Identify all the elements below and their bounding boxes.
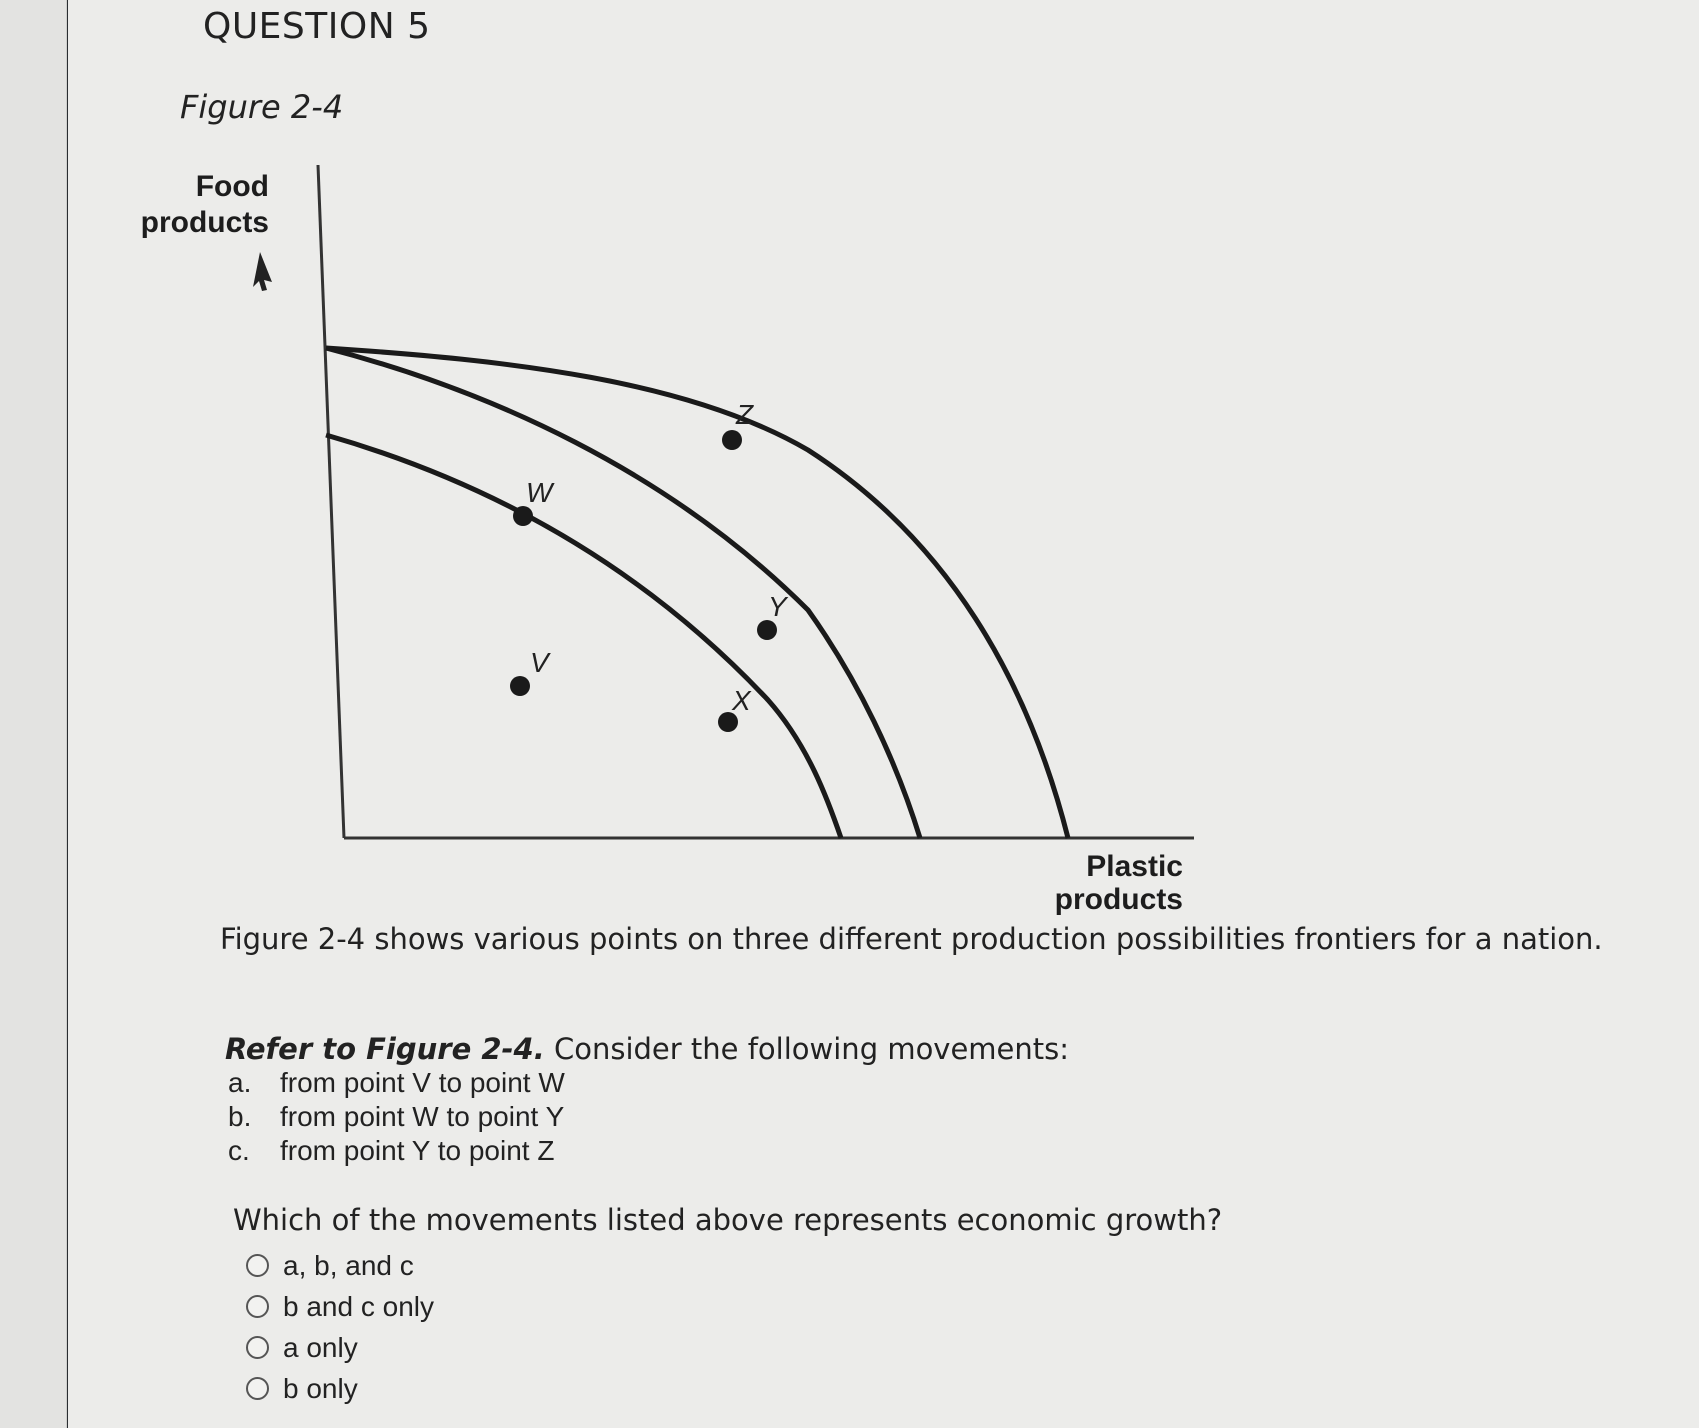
ppf-chart [68,0,1699,930]
movement-c [228,1135,565,1169]
left-margin [0,0,67,1428]
movement-text: from point Y to point Z [280,1135,555,1166]
outer-ppf-curve [326,348,1068,838]
refer-rest: Consider the following movements: [544,1032,1070,1066]
movement-letter: c. [228,1135,250,1166]
refer-text [225,1032,1069,1066]
option-label: b only [283,1372,358,1404]
option-b-only[interactable] [246,1368,434,1409]
y-axis [318,165,344,838]
label-y: Y [768,591,787,622]
label-x: X [732,685,751,716]
movement-a [228,1067,565,1101]
point-z [722,430,742,450]
label-v: V [530,647,549,678]
label-z: Z [736,399,754,430]
point-v [510,676,530,696]
refer-bold: Refer to Figure 2-4. [225,1032,545,1066]
point-w [513,506,533,526]
option-a-b-c[interactable] [246,1245,434,1286]
option-a-only[interactable] [246,1327,434,1368]
radio-button[interactable] [246,1295,269,1318]
cursor-icon [253,252,272,291]
question-page [68,0,1699,1428]
figure-caption: Figure 2-4 shows various points on three different production possibilities frontiers for a nation. [220,922,1603,956]
radio-button[interactable] [246,1254,269,1277]
point-y [757,620,777,640]
movement-b [228,1101,565,1135]
option-b-c-only[interactable] [246,1286,434,1327]
answer-options [246,1245,434,1409]
question-text: Which of the movements listed above represents economic growth? [233,1203,1223,1237]
option-label: b and c only [283,1290,434,1322]
middle-ppf-curve [326,348,920,838]
movement-letter: b. [228,1101,252,1132]
movements-list [228,1067,565,1169]
y-axis-label-line1: Food [195,170,269,203]
x-axis-label-line2: products [1054,883,1183,916]
radio-button[interactable] [246,1336,269,1359]
y-axis-label-line2: products [140,206,269,239]
question-title: QUESTION 5 [203,6,431,47]
radio-button[interactable] [246,1377,269,1400]
movement-text: from point W to point Y [280,1101,565,1132]
option-label: a, b, and c [283,1249,414,1281]
movement-letter: a. [228,1067,252,1098]
movement-text: from point V to point W [280,1067,565,1098]
x-axis-label-line1: Plastic [1086,850,1183,883]
figure-title: Figure 2-4 [180,88,344,126]
option-label: a only [283,1331,358,1363]
label-w: W [526,477,553,508]
